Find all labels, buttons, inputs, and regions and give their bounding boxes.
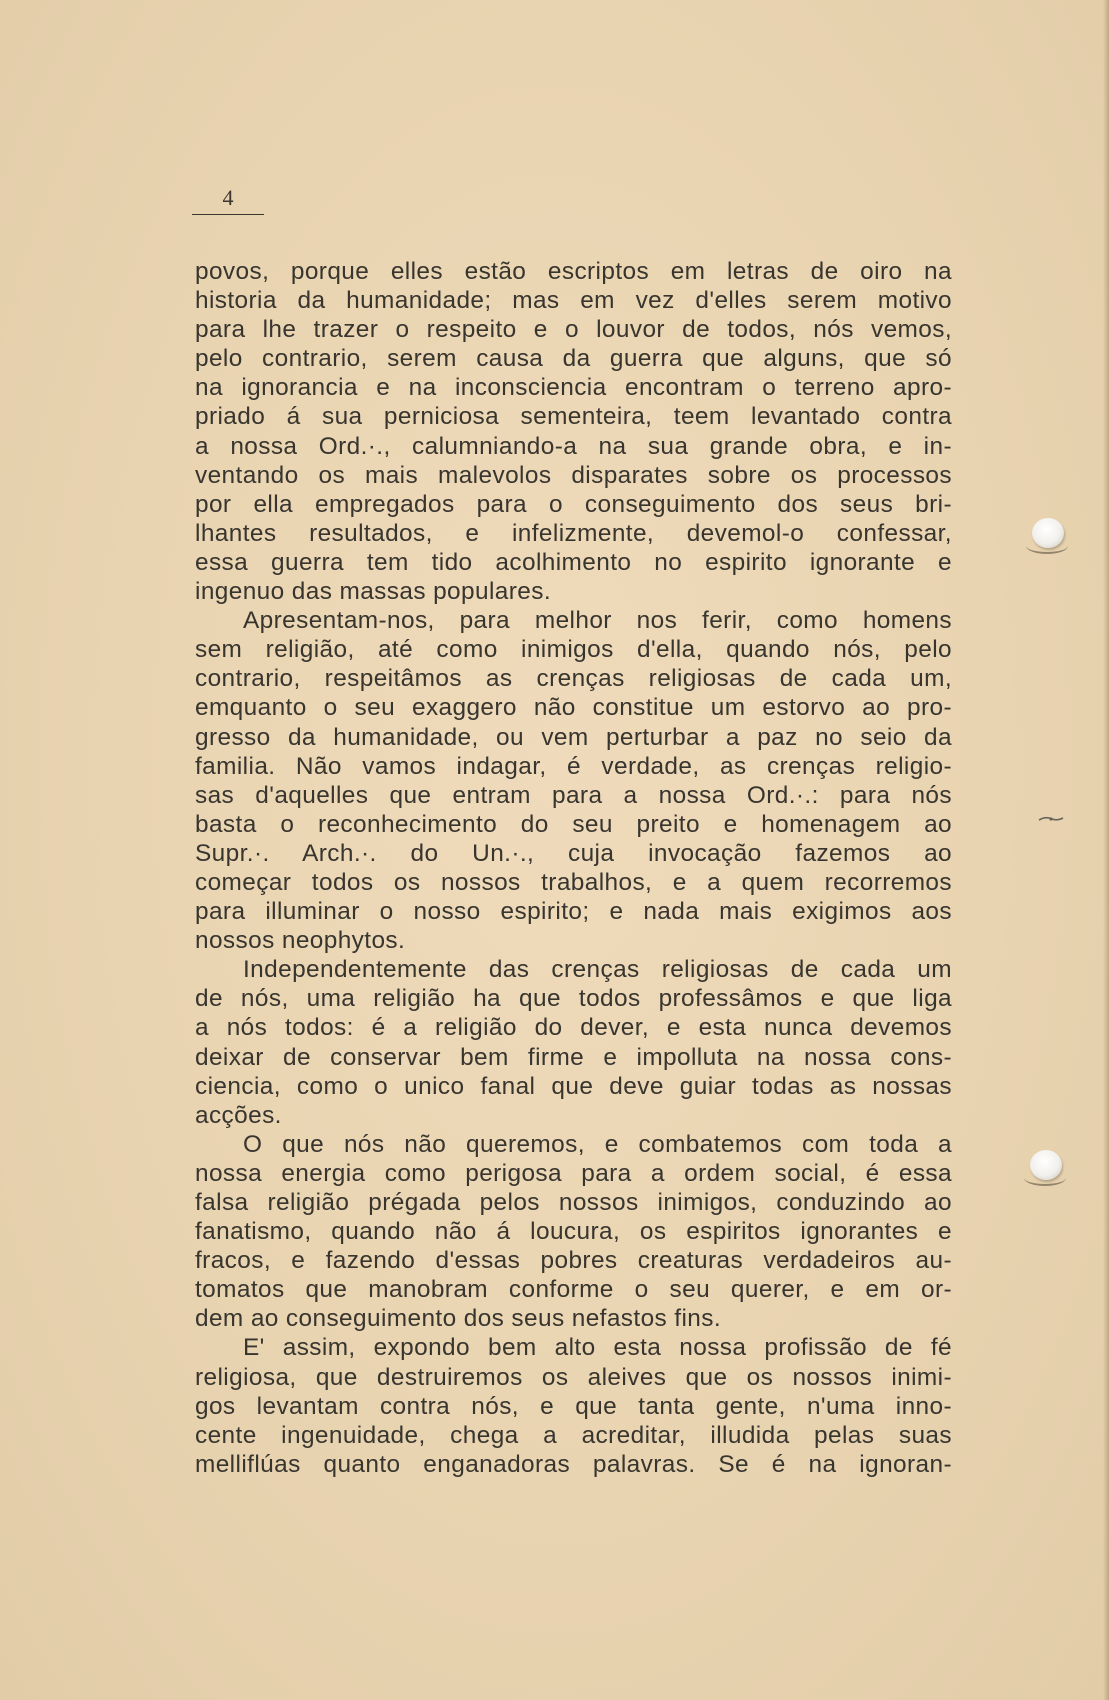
text-line: para illuminar o nosso espirito; e nada mais exigimos aos [195, 898, 952, 926]
text-line: sem religião, até como inimigos d'ella, quando nós, pelo [195, 636, 952, 664]
text-line: nossa energia como perigosa para a ordem social, é essa [195, 1159, 952, 1187]
text-line: ingenuo das massas populares. [195, 578, 551, 606]
text-line: por ella empregados para o conseguimento dos seus bri- [195, 490, 952, 518]
text-line: melliflúas quanto enganadoras palavras. Se é na ignoran- [195, 1450, 952, 1478]
text-line: basta o reconhecimento do seu preito e homenagem ao [195, 810, 952, 838]
ink-speck [1038, 815, 1064, 823]
text-line: falsa religião prégada pelos nossos inimigos, conduzindo ao [195, 1189, 952, 1216]
text-line: familia. Não vamos indagar, é verdade, as crenças religio- [195, 752, 952, 780]
page-number: 4 [192, 186, 264, 215]
text-line: historia da humanidade; mas em vez d'elles serem motivo [195, 287, 952, 315]
text-line: na ignorancia e na inconsciencia encontram o terreno apro- [195, 374, 952, 402]
text-line: Apresentam-nos, para melhor nos ferir, como homens [243, 607, 952, 635]
text-line: de nós, uma religião ha que todos professâmos e que liga [195, 985, 952, 1013]
text-line: priado á sua perniciosa sementeira, teem levantado contra [195, 403, 952, 431]
text-line: essa guerra tem tido acolhimento no espirito ignorante e [195, 548, 952, 576]
text-line: acções. [195, 1101, 282, 1129]
text-line: emquanto o seu exaggero não constitue um estorvo ao pro- [195, 694, 952, 722]
binding-hole-bottom [1030, 1150, 1062, 1180]
text-line: gos levantam contra nós, e que tanta gente, n'uma inno- [195, 1392, 952, 1420]
text-line: fanatismo, quando não á loucura, os espiritos ignorantes e [195, 1218, 952, 1246]
text-line: cente ingenuidade, chega a acreditar, illudida pelas suas [195, 1421, 952, 1449]
binding-hole-top [1032, 518, 1064, 548]
page-edge-shadow [1103, 0, 1109, 1700]
text-line: a nossa Ord.·., calumniando-a na sua grande obra, e in- [195, 432, 952, 460]
text-line: povos, porque elles estão escriptos em letras de oiro na [195, 258, 952, 285]
text-line: para lhe trazer o respeito e o louvor de todos, nós vemos, [195, 316, 952, 344]
text-line: deixar de conservar bem firme e impolluta na nossa cons- [195, 1043, 952, 1071]
text-line: gresso da humanidade, ou vem perturbar a paz no seio da [195, 723, 952, 751]
text-line: ventando os mais malevolos disparates sobre os processos [195, 461, 952, 489]
text-line: E' assim, expondo bem alto esta nossa profissão de fé [243, 1334, 952, 1362]
text-line: tomatos que manobram conforme o seu querer, e em or- [195, 1276, 952, 1304]
text-line: contrario, respeitâmos as crenças religiosas de cada um, [195, 665, 952, 693]
text-line: Supr.·. Arch.·. do Un.·., cuja invocação fazemos ao [195, 839, 952, 867]
text-line: ciencia, como o unico fanal que deve guiar todas as nossas [195, 1072, 952, 1100]
body-text [195, 257, 952, 1479]
text-line: Independentemente das crenças religiosas de cada um [243, 956, 952, 984]
text-line: a nós todos: é a religião do dever, e esta nunca devemos [195, 1014, 952, 1042]
text-line: dem ao conseguimento dos seus nefastos fins. [195, 1305, 722, 1333]
text-line: religiosa, que destruiremos os aleives que os nossos inimi- [195, 1363, 952, 1391]
text-line: sas d'aquelles que entram para a nossa Ord.·.: para nós [195, 781, 952, 809]
text-line: fracos, e fazendo d'essas pobres creaturas verdadeiros au- [195, 1247, 952, 1275]
text-line: O que nós não queremos, e combatemos com toda a [243, 1130, 952, 1158]
text-line: nossos neophytos. [195, 927, 406, 955]
text-line: lhantes resultados, e infelizmente, devemol-o confessar, [195, 519, 952, 547]
text-line: pelo contrario, serem causa da guerra que alguns, que só [195, 345, 952, 373]
text-line: começar todos os nossos trabalhos, e a quem recorremos [195, 868, 952, 896]
